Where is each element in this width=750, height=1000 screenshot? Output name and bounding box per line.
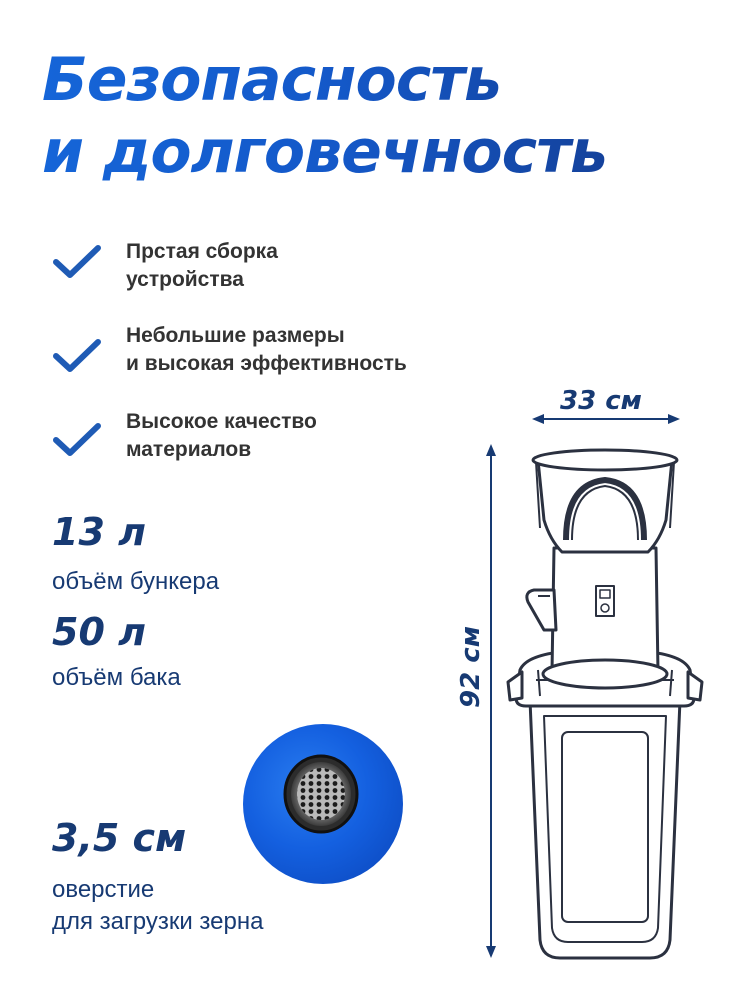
tank-volume-label: объём бака	[52, 664, 181, 691]
tank-volume-value: 50 л	[52, 610, 146, 654]
hopper-volume-label: объём бункера	[52, 568, 220, 595]
height-dimension-label: 92 см	[456, 626, 486, 708]
hopper-volume-value: 13 л	[52, 510, 146, 554]
feature-line: Высокое качество	[126, 410, 317, 433]
grain-mill-illustration	[480, 380, 730, 980]
title-line-2: и долговечность	[42, 117, 607, 187]
title-line-1: Безопасность	[42, 45, 501, 115]
hole-label-line: для загрузки зерна	[52, 908, 264, 935]
feature-line: Небольшие размеры	[126, 324, 345, 347]
width-dimension-label: 33 см	[560, 386, 642, 416]
feature-line: материалов	[126, 438, 252, 461]
feature-line: устройства	[126, 268, 244, 291]
hole-diameter-value: 3,5 см	[52, 816, 187, 860]
hole-label-line: оверстие	[52, 876, 155, 903]
feature-line: и высокая эффективность	[126, 352, 407, 375]
feature-line: Прстая сборка	[126, 240, 278, 263]
